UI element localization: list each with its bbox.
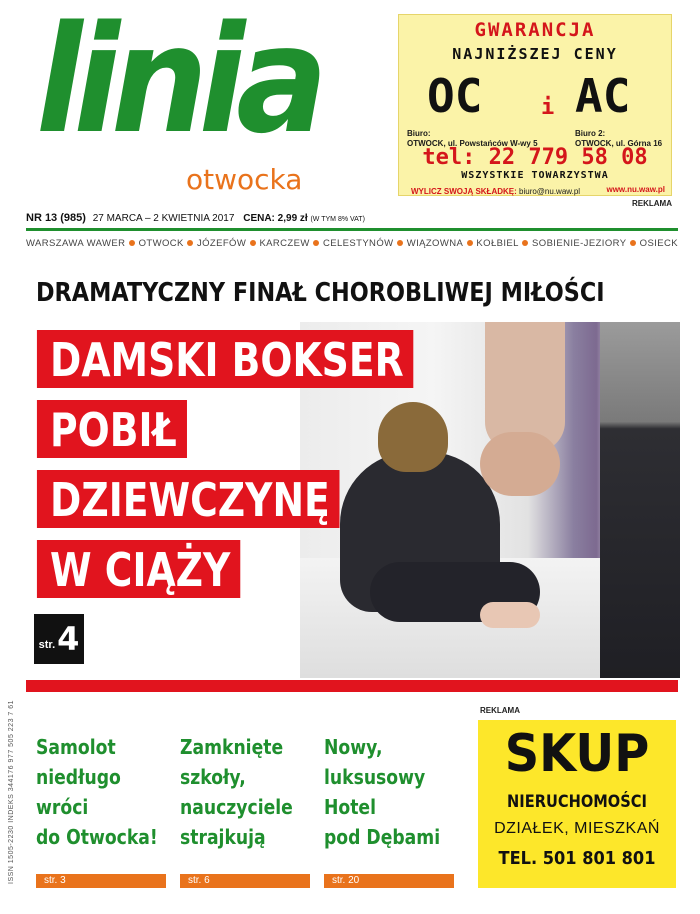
ad-phone: tel: 22 779 58 08	[422, 145, 648, 170]
town-item: KOŁBIEL	[476, 237, 519, 249]
town-item: CELESTYNÓW	[322, 237, 394, 249]
bullet-icon	[397, 240, 403, 246]
barcode-number: 977 505 223 7 61	[8, 699, 15, 763]
ad-office-1-address: OTWOCK, ul. Powstańców W-wy 5	[407, 139, 538, 148]
story-airplane[interactable]	[36, 732, 176, 852]
story-page-tag[interactable]: str. 20	[324, 874, 454, 888]
divider-red	[26, 680, 678, 692]
real-estate-ad[interactable]	[478, 720, 676, 888]
issue-number: NR 13 (985)	[26, 212, 86, 224]
ad-skup-title: SKUP	[504, 724, 650, 784]
ad-guarantee-text: GWARANCJA	[474, 19, 596, 41]
ad-office-1-label: Biuro:	[407, 129, 431, 138]
ad-office-2-label: Biuro 2:	[575, 129, 606, 138]
town-item: WARSZAWA WAWER	[26, 237, 126, 249]
town-item: KARCZEW	[259, 237, 310, 249]
issue-price: CENA: 2,99 zł	[243, 213, 308, 224]
divider-green	[26, 228, 678, 231]
story-schools[interactable]	[180, 732, 320, 852]
story-title-line: Zamknięte	[180, 735, 284, 759]
page-ref-number: 4	[57, 620, 80, 658]
story-title	[36, 732, 156, 852]
town-item: JÓZEFÓW	[196, 237, 247, 249]
story-title-line: do Otwocka!	[36, 825, 158, 849]
ad-lowest-price-text: NAJNIŻSZEJ CENY	[452, 45, 618, 63]
town-item: SOBIENIE-JEZIORY	[532, 237, 627, 249]
bullet-icon	[250, 240, 256, 246]
ad-calc-text: WYLICZ SWOJĄ SKŁADKĘ:	[411, 187, 517, 196]
issue-vat: (W TYM 8% VAT)	[310, 216, 365, 223]
logo-otwocka: otwocka	[186, 163, 303, 196]
story-title-line: pod Dębami	[324, 825, 441, 849]
headline-line: W CIĄŻY	[32, 540, 240, 598]
headline-line: POBIŁ	[32, 400, 187, 458]
bullet-icon	[630, 240, 636, 246]
story-title-line: niedługo	[36, 765, 121, 789]
story-title-line: wróci	[36, 795, 89, 819]
story-title-line: nauczyciele	[180, 795, 293, 819]
ad-oc-text: OC	[427, 69, 483, 123]
ad-skup-phone: TEL. 501 801 801	[498, 848, 656, 869]
story-title-line: Nowy,	[324, 735, 383, 759]
ad-all-companies-text: WSZYSTKIE TOWARZYSTWA	[461, 170, 609, 181]
town-item: OTWOCK	[138, 237, 184, 249]
bullet-icon	[129, 240, 135, 246]
story-title-line: Hotel	[324, 795, 377, 819]
story-title	[180, 732, 300, 852]
page-ref-label: str.	[38, 639, 56, 651]
ad-office-2-address: OTWOCK, ul. Górna 16	[575, 139, 663, 148]
story-hotel[interactable]	[324, 732, 464, 852]
headline-line: DAMSKI BOKSER	[32, 330, 414, 388]
ad-skup-details: DZIAŁEK, MIESZKAŃ	[494, 820, 660, 837]
towns-bar	[26, 236, 678, 250]
bullet-icon	[313, 240, 319, 246]
story-title-line: strajkują	[180, 825, 266, 849]
advert-label-bottom: REKLAMA	[480, 706, 520, 715]
ad-skup-subtitle: NIERUCHOMOŚCI	[507, 792, 647, 812]
ad-calc-line	[411, 187, 580, 196]
bullet-icon	[187, 240, 193, 246]
main-story-kicker: DRAMATYCZNY FINAŁ CHOROBLIWEJ MIŁOŚCI	[36, 278, 605, 308]
main-story-page-ref[interactable]	[34, 614, 84, 664]
town-item: WIĄZOWNA	[406, 237, 464, 249]
ad-email-link[interactable]: biuro@nu.waw.pl	[519, 187, 581, 196]
story-title-line: Samolot	[36, 735, 116, 759]
ad-and-text: i	[541, 95, 555, 120]
logo-linia: linia	[36, 0, 319, 166]
story-title-line: luksusowy	[324, 765, 426, 789]
ad-website-link[interactable]: www.nu.waw.pl	[606, 185, 665, 194]
barcode-info	[8, 700, 15, 884]
insurance-ad	[398, 14, 672, 196]
issue-info	[26, 212, 365, 224]
story-page-tag[interactable]: str. 6	[180, 874, 310, 888]
ad-ac-text: AC	[575, 69, 631, 123]
main-headline[interactable]	[32, 330, 497, 610]
bullet-icon	[522, 240, 528, 246]
story-page-tag[interactable]: str. 3	[36, 874, 166, 888]
photo-man-figure	[600, 322, 680, 678]
issue-dates: 27 MARCA – 2 KWIETNIA 2017	[92, 213, 235, 224]
headline-line: DZIEWCZYNĘ	[32, 470, 340, 528]
story-title-line: szkoły,	[180, 765, 246, 789]
bullet-icon	[467, 240, 473, 246]
story-title	[324, 732, 444, 852]
town-item: OSIECK	[639, 237, 678, 249]
advert-label-top: REKLAMA	[632, 199, 672, 208]
barcode-issn: ISSN 1505-2230 INDEKS 344176	[8, 764, 15, 884]
